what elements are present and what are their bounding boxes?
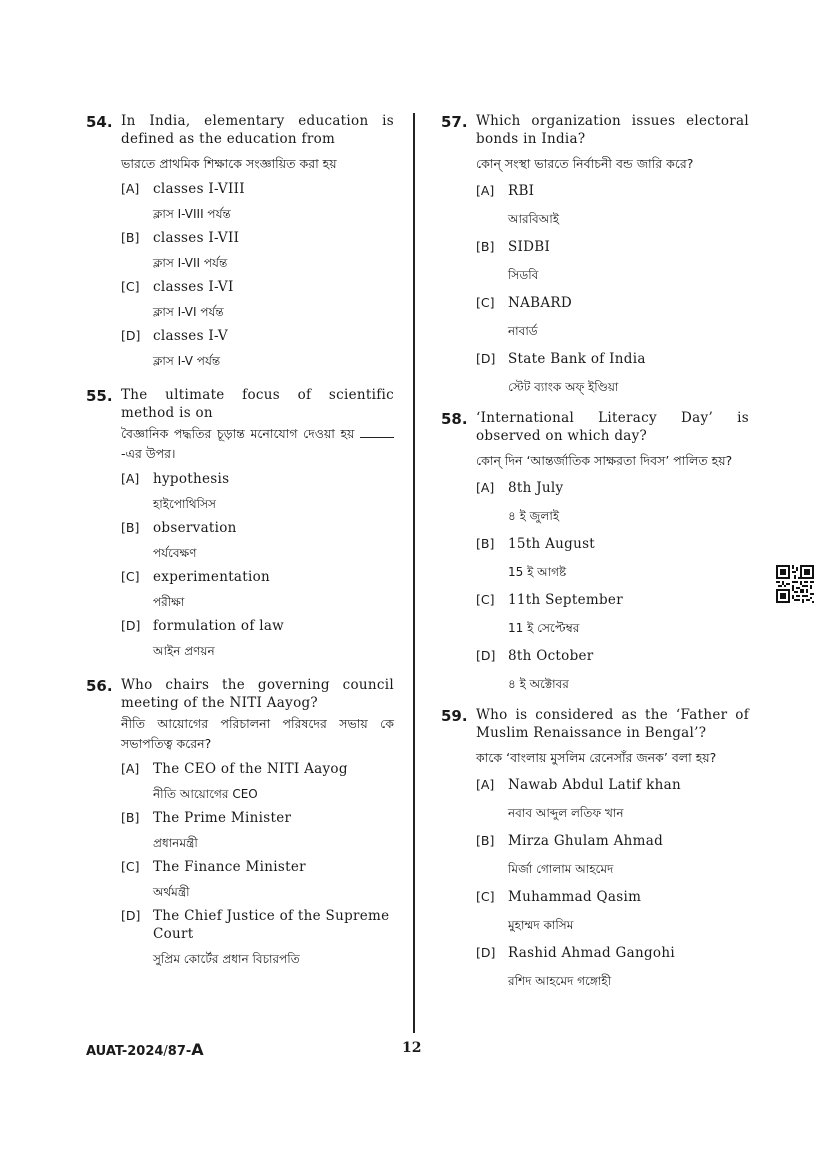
question-number: 59. [441,707,468,725]
option-text-en: NABARD [508,295,573,311]
question-text-en: The ultimate focus of scientific method is on [121,387,394,421]
option-c [121,568,394,611]
question-55 [86,386,394,660]
exam-code-number: 87- [167,1044,192,1059]
page-number: 12 [402,1040,422,1056]
option-letter: [D] [121,618,141,633]
right-column [441,108,749,990]
option-letter: [A] [121,761,140,776]
option-a [121,760,394,803]
option-d [121,327,394,370]
option-a [476,776,749,822]
option-letter: [D] [476,351,496,366]
option-text-en: classes I-VII [153,230,240,246]
option-b [476,238,749,284]
option-letter: [A] [476,480,495,495]
option-letter: [D] [121,908,141,923]
option-text-en: SIDBI [508,239,551,255]
option-text-bn: পর্যবেক্ষণ [153,546,197,560]
option-b [121,519,394,562]
option-a [121,180,394,223]
question-54 [86,112,394,370]
exam-code [86,1040,204,1059]
option-text-en: observation [153,520,237,536]
option-text-bn: আইন প্রণয়ন [153,644,215,658]
question-text-bn-suffix: -এর উপর। [121,446,176,461]
left-column [86,108,394,968]
question-57 [441,112,749,396]
option-text-en: Mirza Ghulam Ahmad [508,833,664,849]
fill-blank [360,437,394,438]
option-d [476,350,749,396]
option-a [476,479,749,525]
question-text-bn: কোন্ দিন ‘আন্তর্জাতিক সাক্ষরতা দিবস’ পালিত হয়? [476,453,733,468]
option-letter: [A] [476,777,495,792]
option-text-en: classes I-VIII [153,181,245,197]
option-c [476,294,749,340]
option-letter: [D] [476,945,496,960]
option-b [121,809,394,852]
option-text-bn: হাইপোথিসিস [153,497,216,511]
option-letter: [B] [121,520,140,535]
question-number: 58. [441,410,468,428]
option-text-bn: আরবিআই [508,212,559,226]
option-text-bn: স্টেট ব্যাংক অফ্ ইণ্ডিয়া [508,380,619,394]
option-d [121,907,394,968]
option-text-en: formulation of law [153,618,285,634]
option-text-en: Muhammad Qasim [508,889,642,905]
option-text-bn: নাবার্ড [508,324,538,338]
question-text-bn: ভারতে প্রাথমিক শিক্ষাকে সংজ্ঞায়িত করা হয় [121,156,337,171]
option-text-en: 8th October [508,648,594,664]
option-text-en: 11th September [508,592,623,608]
option-c [121,858,394,901]
exam-code-prefix: AUAT-2024 [86,1044,164,1059]
option-text-bn: সিডবি [508,268,539,282]
question-text-bn [121,424,394,464]
option-text-bn: ক্লাস I-VI পর্যন্ত [153,305,224,319]
option-text-en: RBI [508,183,535,199]
option-letter: [C] [121,859,140,874]
option-text-en: 15th August [508,536,596,552]
question-59 [441,706,749,990]
option-text-en: classes I-V [153,328,228,344]
option-letter: [A] [121,471,140,486]
option-text-bn: মুহাম্মদ কাসিম [508,918,574,932]
option-text-bn: ক্লাস I-VIII পর্যন্ত [153,207,231,221]
option-text-bn: ক্লাস I-VII পর্যন্ত [153,256,228,270]
question-number: 54. [86,113,113,131]
option-letter: [C] [476,889,495,904]
option-text-bn: অর্থমন্ত্রী [153,885,190,899]
option-letter: [D] [121,328,141,343]
question-text-bn-main: বৈজ্ঞানিক পদ্ধতির চূড়ান্ত মনোযোগ দেওয়া হয় [121,426,355,441]
option-text-bn: 15 ই আগষ্ট [508,565,567,579]
option-text-en: hypothesis [153,471,230,487]
question-56 [86,676,394,968]
option-letter: [A] [476,183,495,198]
option-letter: [B] [121,230,140,245]
question-58 [441,409,749,693]
option-text-en: State Bank of India [508,351,646,367]
option-letter: [B] [476,239,495,254]
question-text-en: Who is considered as the ‘Father of Muslim Renaissance in Bengal’? [476,707,749,741]
option-text-bn: ৪ ই অক্টোবর [508,677,569,691]
qr-code-icon [776,565,814,603]
question-text-en: Which organization issues electoral bonds in India? [476,113,749,147]
option-d [121,617,394,660]
option-letter: [B] [476,833,495,848]
option-text-bn: নীতি আয়োগের CEO [153,787,258,801]
option-letter: [C] [476,592,495,607]
question-number: 56. [86,677,113,695]
option-text-bn: নবাব আব্দুল লতিফ খান [508,806,624,820]
question-text-en: ‘International Literacy Day’ is observed on which day? [476,410,749,444]
option-letter: [D] [476,648,496,663]
question-number: 55. [86,387,113,405]
question-text-bn: কোন্ সংস্থা ভারতে নির্বাচনী বন্ড জারি করে? [476,156,694,171]
option-text-en: Rashid Ahmad Gangohi [508,945,675,961]
option-c [476,591,749,637]
column-divider [413,113,415,1033]
exam-code-separator: / [163,1044,168,1059]
option-text-en: The Finance Minister [153,859,306,875]
option-text-en: The CEO of the NITI Aayog [153,761,348,777]
question-number: 57. [441,113,468,131]
option-d [476,944,749,990]
option-b [121,229,394,272]
option-text-bn: মির্জা গোলাম আহমেদ [508,862,614,876]
option-letter: [C] [476,295,495,310]
question-text-bn: কাকে ‘বাংলায় মুসলিম রেনেসাঁর জনক’ বলা হয়? [476,750,717,765]
option-text-en: 8th July [508,480,564,496]
option-text-bn: পরীক্ষা [153,595,185,609]
exam-code-set: A [191,1040,204,1059]
option-a [121,470,394,513]
option-letter: [B] [476,536,495,551]
option-text-en: The Chief Justice of the Supreme Court [153,908,390,942]
option-text-en: The Prime Minister [153,810,292,826]
question-text-bn: নীতি আয়োগের পরিচালনা পরিষদের সভায় কে সভাপতিত্ব করেন? [121,716,394,751]
option-text-en: experimentation [153,569,271,585]
option-text-bn: সুপ্রিম কোর্টের প্রধান বিচারপতি [153,952,300,966]
option-letter: [C] [121,569,140,584]
option-a [476,182,749,228]
option-d [476,647,749,693]
option-text-bn: 11 ই সেপ্টেম্বর [508,621,580,635]
option-c [121,278,394,321]
option-text-en: Nawab Abdul Latif khan [508,777,681,793]
question-text-en: In India, elementary education is defined as the education from [121,113,394,147]
option-text-en: classes I-VI [153,279,234,295]
option-letter: [A] [121,181,140,196]
option-text-bn: রশিদ আহমেদ গঙ্গোহী [508,974,612,988]
option-text-bn: ক্লাস I-V পর্যন্ত [153,354,221,368]
option-letter: [B] [121,810,140,825]
option-b [476,832,749,878]
option-c [476,888,749,934]
option-text-bn: প্রধানমন্ত্রী [153,836,198,850]
option-b [476,535,749,581]
option-text-bn: ৪ ই জুলাই [508,509,560,523]
option-letter: [C] [121,279,140,294]
question-text-en: Who chairs the governing council meeting of the NITI Aayog? [121,677,394,711]
